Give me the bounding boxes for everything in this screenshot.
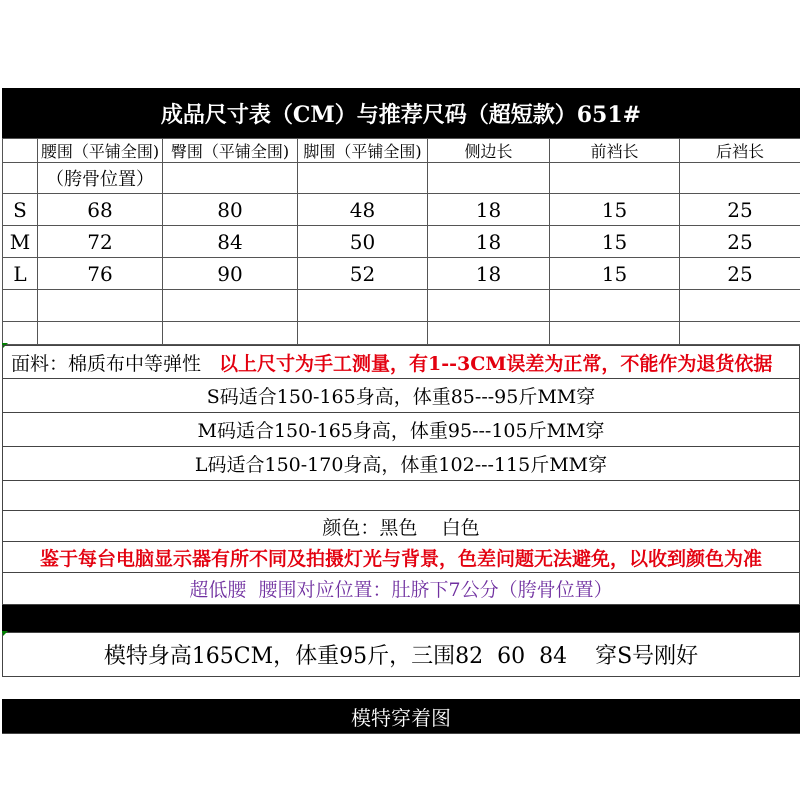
- model-info-row: 模特身高165CM，体重95斤，三围82 60 84 穿S号刚好: [2, 633, 800, 677]
- grid-spacer-row: [2, 677, 800, 699]
- colors-row: 颜色：黑色 白色: [2, 511, 800, 542]
- table-cell: 80: [163, 194, 298, 226]
- table-row: [3, 258, 800, 290]
- page-title: 成品尺寸表（CM）与推荐尺码（超短款）651#: [2, 88, 800, 138]
- table-cell: 68: [38, 194, 163, 226]
- table-cell: 48: [298, 194, 428, 226]
- table-subheader-cell: （胯骨位置）: [38, 163, 163, 194]
- size-cell: M: [3, 226, 38, 258]
- measurement-notice: 以上尺寸为手工测量，有1--3CM误差为正常，不能作为退货依据: [219, 352, 773, 375]
- recommendation-m: M码适合150-165身高，体重95---105斤MM穿: [2, 413, 800, 447]
- table-cell: 84: [163, 226, 298, 258]
- table-header-row: [3, 139, 800, 163]
- recommendation-s: S码适合150-165身高，体重85---95斤MM穿: [2, 379, 800, 413]
- recommendation-l: L码适合150-170身高，体重102---115斤MM穿: [2, 447, 800, 481]
- table-cell: 18: [428, 226, 550, 258]
- table-header-cell: 臀围（平铺全围): [163, 139, 298, 163]
- table-cell: 25: [680, 258, 800, 290]
- table-header-cell: 前裆长: [550, 139, 680, 163]
- table-cell: 76: [38, 258, 163, 290]
- waist-position-note: 超低腰 腰围对应位置：肚脐下7公分（胯骨位置）: [2, 573, 800, 605]
- blank-row: [2, 481, 800, 511]
- fabric-row: [2, 345, 800, 379]
- table-row: [3, 226, 800, 258]
- model-photos-header: 模特穿着图: [2, 699, 800, 734]
- table-cell: 72: [38, 226, 163, 258]
- table-cell: 18: [428, 258, 550, 290]
- table-header-cell: 脚围（平铺全围): [298, 139, 428, 163]
- table-cell: 52: [298, 258, 428, 290]
- table-cell: 25: [680, 194, 800, 226]
- size-cell: L: [3, 258, 38, 290]
- table-cell: 15: [550, 194, 680, 226]
- size-table: [2, 138, 800, 345]
- table-header-cell: 侧边长: [428, 139, 550, 163]
- color-difference-notice: 鉴于每台电脑显示器有所不同及拍摄灯光与背景，色差问题无法避免，以收到颜色为准: [2, 542, 800, 573]
- table-cell: 50: [298, 226, 428, 258]
- table-subheader-row: [3, 163, 800, 194]
- empty-row: [3, 322, 800, 345]
- table-header-cell: [3, 139, 38, 163]
- fabric-label: 面料：棉质布中等弹性: [11, 352, 202, 375]
- table-cell: 18: [428, 194, 550, 226]
- table-cell: 15: [550, 258, 680, 290]
- separator-bar: [2, 605, 800, 633]
- table-cell: 90: [163, 258, 298, 290]
- table-cell: 25: [680, 226, 800, 258]
- table-row: [3, 194, 800, 226]
- size-cell: S: [3, 194, 38, 226]
- table-header-cell: 腰围（平铺全围): [38, 139, 163, 163]
- empty-row: [3, 290, 800, 322]
- table-cell: 15: [550, 226, 680, 258]
- table-header-cell: 后裆长: [680, 139, 800, 163]
